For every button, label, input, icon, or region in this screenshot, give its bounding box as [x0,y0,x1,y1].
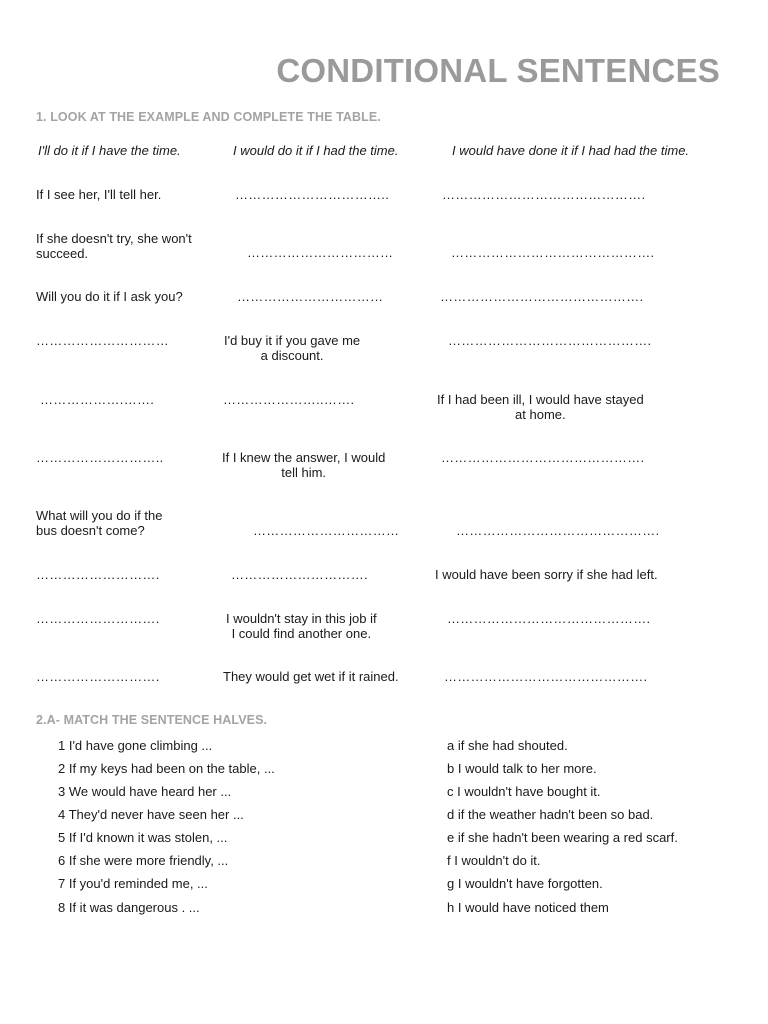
row-3-col-2-blank[interactable]: …………………………… [237,289,384,304]
match-left-1: 1 I'd have gone climbing ... [58,738,213,753]
row-10-col-3-blank[interactable]: ………………………………………. [444,669,648,684]
match-right-h: h I would have noticed them [447,900,609,915]
match-left-7: 7 If you'd reminded me, ... [58,876,208,891]
row-1-col-2-blank[interactable]: …………………………….. [235,187,390,202]
row-4-col-1-blank[interactable]: ………………………… [36,333,169,348]
match-right-b: b I would talk to her more. [447,761,597,776]
row-4-col-3-blank[interactable]: ………………………………………. [448,333,652,348]
match-left-5: 5 If I'd known it was stolen, ... [58,830,228,845]
example-second-conditional: I would do it if I had the time. [233,143,399,158]
row-5-col-2-blank[interactable]: …………………..……. [223,392,355,407]
row-8-col-2-blank[interactable]: …………………………. [231,567,368,582]
example-third-conditional: I would have done it if I had had the time. [452,143,690,158]
example-first-conditional: I'll do it if I have the time. [38,143,181,158]
row-2-col-2-blank[interactable]: …………………………… [247,245,394,260]
match-right-c: c I wouldn't have bought it. [447,784,601,799]
row-3-col-1: Will you do it if I ask you? [36,289,183,304]
row-6-col-1-blank[interactable]: ……………………….. [36,450,164,465]
section-1-heading: 1. LOOK AT THE EXAMPLE AND COMPLETE THE TABLE. [36,110,381,124]
row-10-col-2: They would get wet if it rained. [223,669,399,684]
row-10-col-1-blank[interactable]: ………………………. [36,669,160,684]
match-right-f: f I wouldn't do it. [447,853,541,868]
row-9-col-2: I wouldn't stay in this job if I could find another one. [226,611,377,641]
row-3-col-3-blank[interactable]: ………………………………………. [440,289,644,304]
row-7-col-3-blank[interactable]: ………………………………………. [456,523,660,538]
row-4-col-2: I'd buy it if you gave me a discount. [224,333,361,363]
row-6-col-3-blank[interactable]: ………………………………………. [441,450,645,465]
row-2-col-1: If she doesn't try, she won't succeed. [36,231,192,261]
row-9-col-3-blank[interactable]: ………………………………………. [447,611,651,626]
match-left-6: 6 If she were more friendly, ... [58,853,229,868]
match-left-2: 2 If my keys had been on the table, ... [58,761,275,776]
row-7-col-2-blank[interactable]: …………………………… [253,523,400,538]
match-right-g: g I wouldn't have forgotten. [447,876,603,891]
row-9-col-1-blank[interactable]: ………………………. [36,611,160,626]
row-8-col-3: I would have been sorry if she had left. [435,567,658,582]
match-right-e: e if she hadn't been wearing a red scarf. [447,830,678,845]
match-right-d: d if the weather hadn't been so bad. [447,807,654,822]
row-1-col-1: If I see her, I'll tell her. [36,187,162,202]
match-left-4: 4 They'd never have seen her ... [58,807,244,822]
row-5-col-1-blank[interactable]: ……………….……. [40,392,155,407]
row-6-col-2: If I knew the answer, I would tell him. [222,450,386,480]
section-2-heading: 2.A- MATCH THE SENTENCE HALVES. [36,713,268,727]
row-5-col-3: If I had been ill, I would have stayed at home. [437,392,644,422]
page-title: CONDITIONAL SENTENCES [276,52,720,89]
match-left-8: 8 If it was dangerous . ... [58,900,200,915]
match-left-3: 3 We would have heard her ... [58,784,232,799]
row-7-col-1: What will you do if the bus doesn't come? [36,508,163,538]
row-8-col-1-blank[interactable]: ………………………. [36,567,160,582]
match-right-a: a if she had shouted. [447,738,568,753]
row-1-col-3-blank[interactable]: ………………………………………. [442,187,646,202]
row-2-col-3-blank[interactable]: ………………………………………. [451,245,655,260]
